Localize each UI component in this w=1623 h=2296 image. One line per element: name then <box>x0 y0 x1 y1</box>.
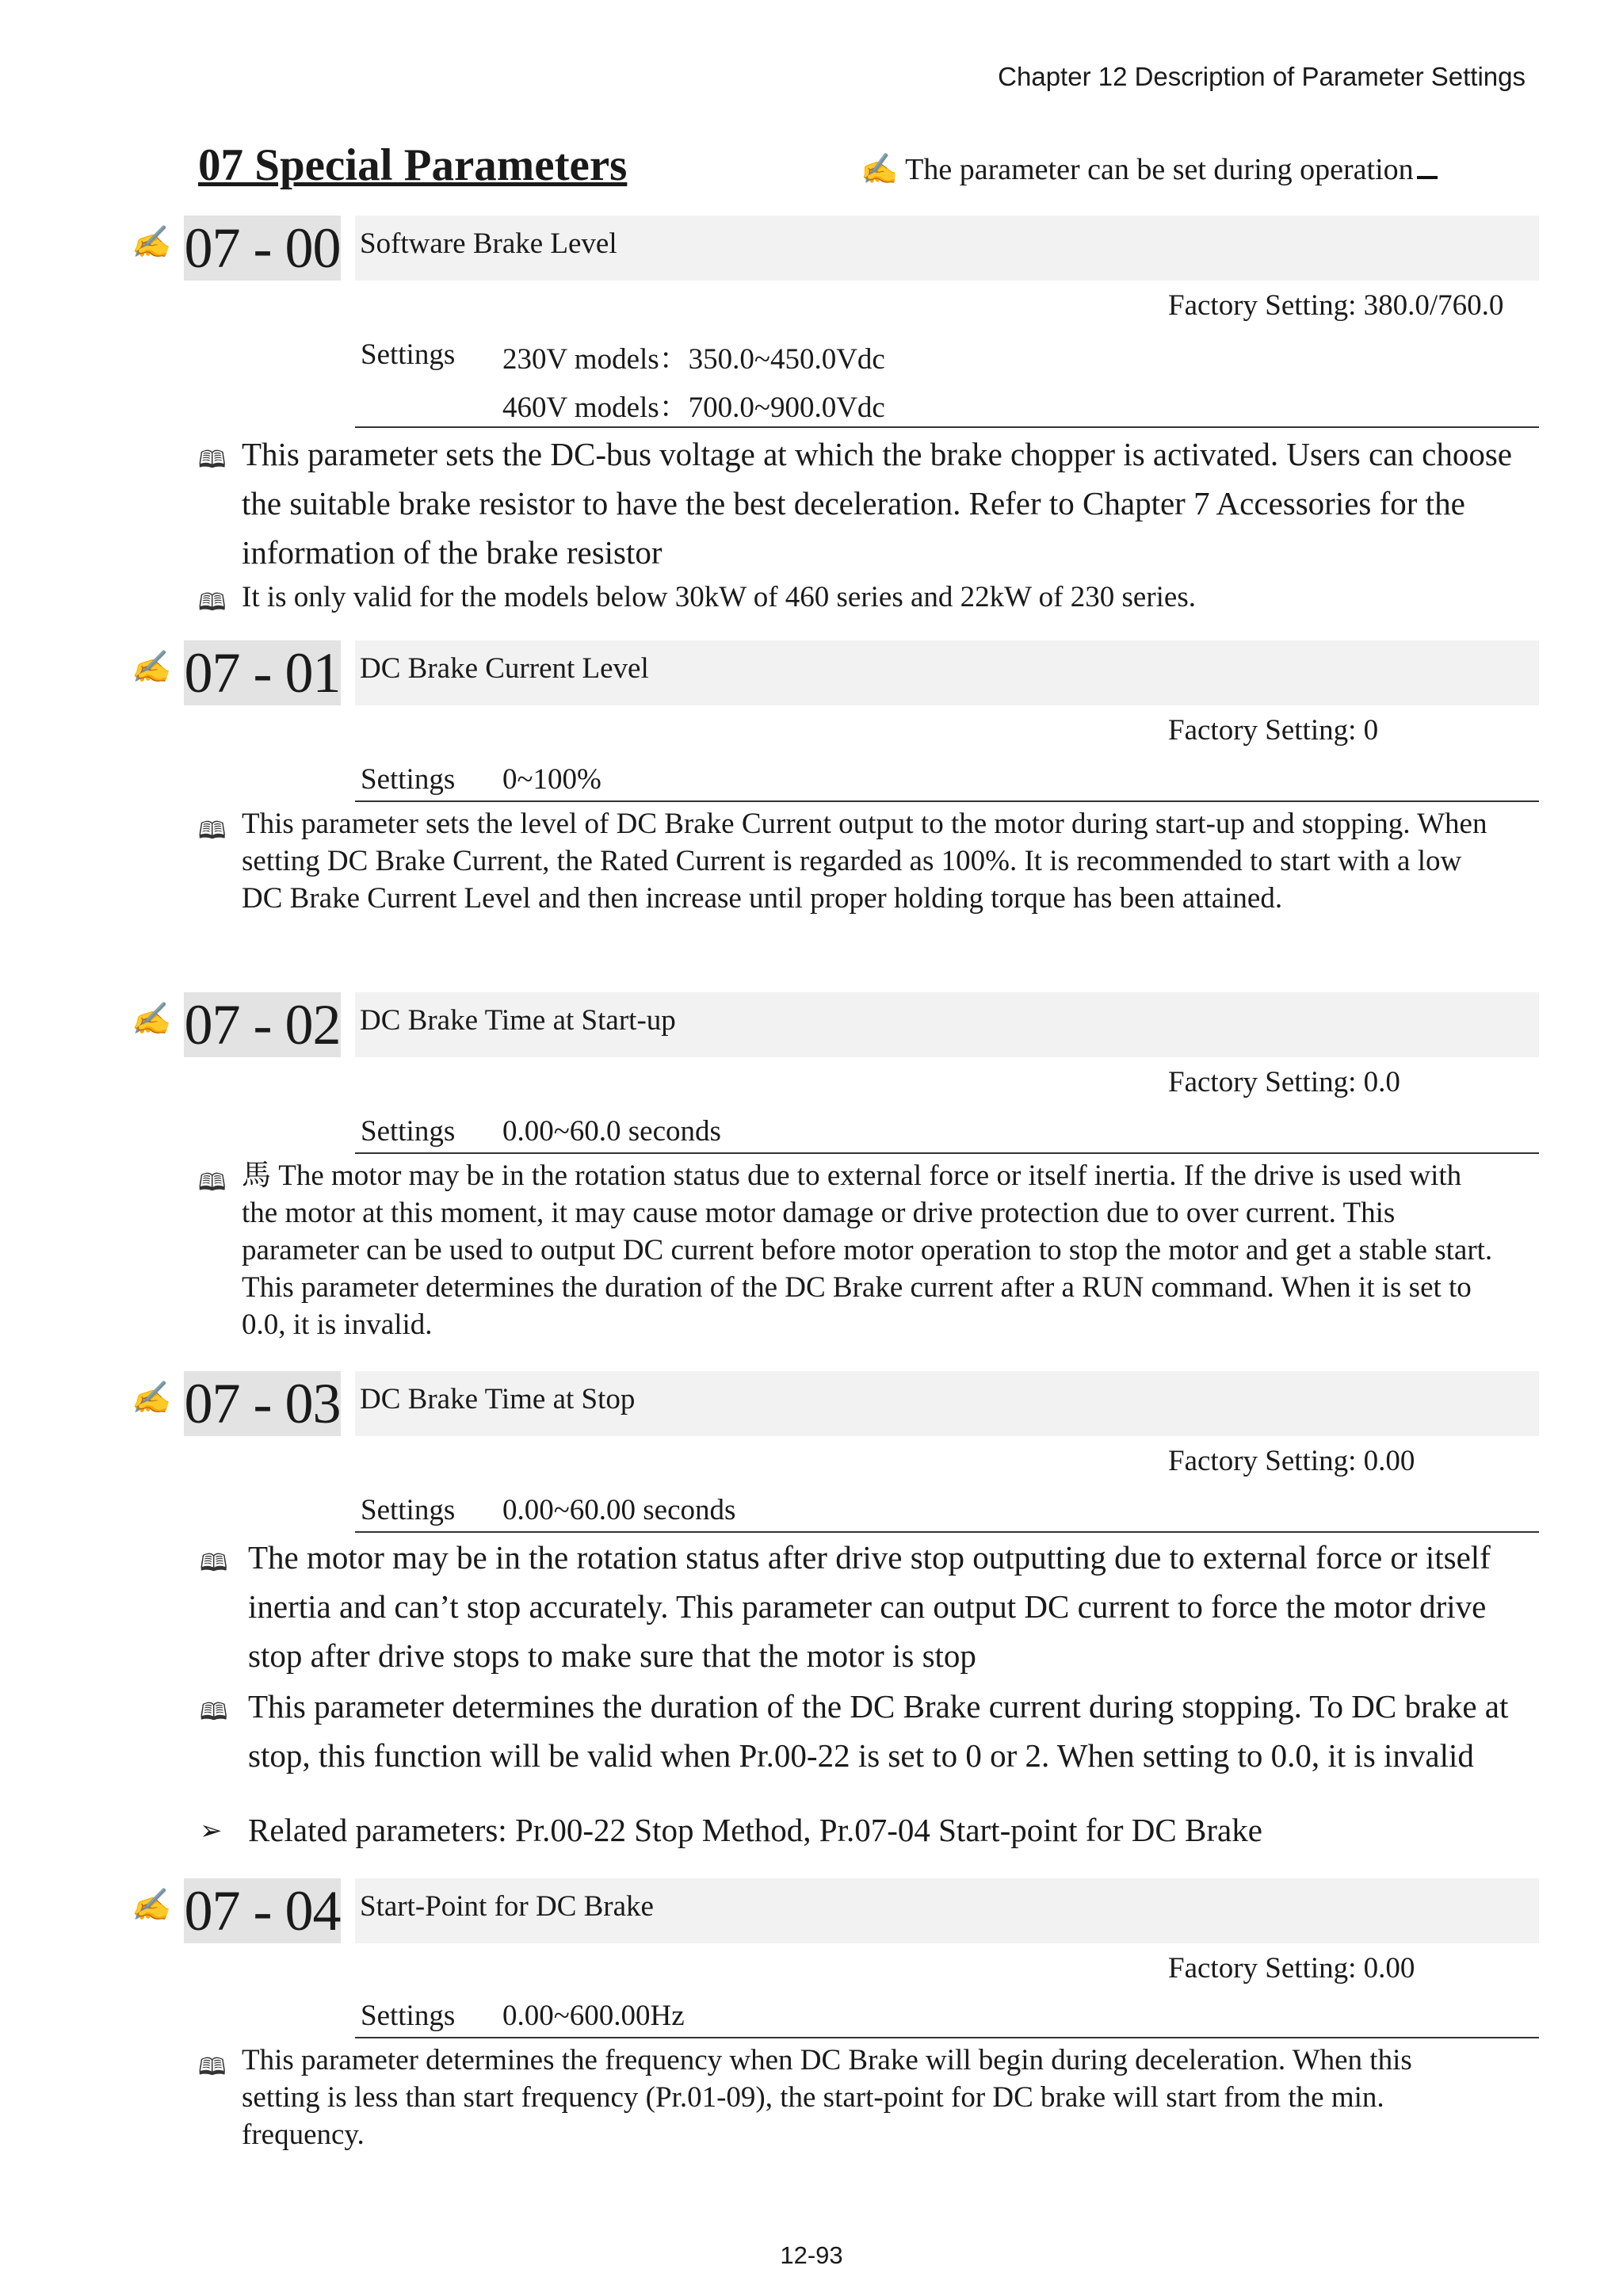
factory-setting: Factory Setting: 0.00 <box>1168 1952 1415 1985</box>
note: This parameter determines the frequency when DC Brake will begin during deceleration. When this setting is less than start frequency (Pr.01-09), the start-point for DC brake will start from the min. frequency. <box>242 2044 1412 2151</box>
factory-setting: Factory Setting: 0.0 <box>1168 1066 1400 1098</box>
settings-label: Settings <box>361 338 456 371</box>
underline-mark <box>1417 176 1438 179</box>
settings-value: 0.00~60.00 seconds <box>502 1494 736 1526</box>
param-code: 07 - 01 <box>184 641 341 705</box>
factory-setting: Factory Setting: 380.0/760.0 <box>1168 289 1504 322</box>
settings-label: Settings <box>361 763 456 796</box>
param-title-bar <box>355 640 1539 705</box>
pen-icon: ✍ <box>131 649 170 685</box>
param-title-bar <box>355 1878 1539 1943</box>
pen-icon: ✍ <box>131 1887 170 1923</box>
bullet-icon: ➢ <box>200 1817 223 1846</box>
divider <box>355 1152 1539 1154</box>
param-code: 07 - 02 <box>184 993 341 1056</box>
settings-value: 0.00~60.0 seconds <box>502 1115 721 1148</box>
note: This parameter sets the DC-bus voltage at which the brake chopper is activated. Users can choose the suitable brake resistor to have the best deceleration. Refer to Chapter 7 Accessories for the information of the brake resistor <box>242 436 1513 571</box>
divider <box>355 2037 1539 2038</box>
param-name: Start-Point for DC Brake <box>360 1890 654 1923</box>
param-code: 07 - 00 <box>184 216 341 280</box>
divider <box>355 426 1539 428</box>
book-icon: 🕮 <box>198 447 227 473</box>
settings-value: 230V models：350.0~450.0Vdc <box>502 343 885 376</box>
param-name: DC Brake Time at Start-up <box>360 1004 676 1037</box>
settings-label: Settings <box>361 1115 456 1148</box>
pen-icon: ✍ <box>131 224 170 260</box>
note: This parameter sets the level of DC Brake Current output to the motor during start-up and stopping. When setting DC Brake Current, the Rated Current is regarded as 100%. It is recommended to start with a low DC Brake Current Level and then increase until proper holding torque has been attained. <box>242 808 1487 915</box>
param-name: Software Brake Level <box>360 227 617 260</box>
note: This parameter determines the duration of the DC Brake current during stopping. To DC brake at stop, this function will be valid when Pr.00-22 is set to 0 or 2. When setting to 0.0, it is invalid <box>248 1688 1509 1774</box>
factory-setting: Factory Setting: 0 <box>1168 714 1379 747</box>
param-title-bar <box>355 992 1539 1057</box>
pen-icon: ✍ <box>131 1380 170 1415</box>
book-icon: 🕮 <box>198 2054 227 2080</box>
note: The motor may be in the rotation status after drive stop outputting due to external force or itself inertia and can’t stop accurately. This parameter can output DC current to force the motor drive stop after drive stops to make sure that the motor is stop <box>248 1539 1491 1674</box>
section-title: 07 Special Parameters <box>198 140 628 190</box>
related-parameters: Related parameters: Pr.00-22 Stop Method, Pr.07-04 Start-point for DC Brake <box>248 1812 1262 1848</box>
run-legend <box>861 152 1438 187</box>
page-number: 12-93 <box>780 2241 843 2269</box>
factory-setting: Factory Setting: 0.00 <box>1168 1445 1415 1477</box>
param-name: DC Brake Time at Stop <box>360 1383 636 1415</box>
settings-label: Settings <box>361 2000 456 2032</box>
param-code: 07 - 04 <box>184 1879 341 1943</box>
running-header: Chapter 12 Description of Parameter Settings <box>998 62 1526 91</box>
legend-text: The parameter can be set during operation <box>905 153 1414 186</box>
settings-value: 0~100% <box>502 763 601 796</box>
book-icon: 🕮 <box>200 1550 228 1576</box>
pen-icon: ✍ <box>131 1001 170 1037</box>
settings-value: 0.00~600.00Hz <box>502 2000 685 2032</box>
book-icon: 🕮 <box>198 1170 227 1196</box>
note: 馬 The motor may be in the rotation status due to external force or itself inertia. If the drive is used with the motor at this moment, it may cause motor damage or drive protection due to over current. This parameter can be used to output DC current before motor operation to stop the motor and get a stable start. This parameter determines the duration of the DC Brake current after a RUN command. When it is set to 0.0, it is invalid. <box>242 1159 1493 1341</box>
divider <box>355 800 1539 802</box>
book-icon: 🕮 <box>200 1699 228 1725</box>
param-code: 07 - 03 <box>184 1372 341 1435</box>
book-icon: 🕮 <box>198 590 227 616</box>
settings-value: 460V models：700.0~900.0Vdc <box>502 392 885 424</box>
book-icon: 🕮 <box>198 818 227 844</box>
param-title-bar <box>355 1371 1539 1436</box>
pen-icon: ✍ <box>861 153 899 186</box>
settings-label: Settings <box>361 1494 456 1526</box>
note: It is only valid for the models below 30kW of 460 series and 22kW of 230 series. <box>242 581 1196 613</box>
param-title-bar <box>355 216 1539 281</box>
param-name: DC Brake Current Level <box>360 652 649 685</box>
